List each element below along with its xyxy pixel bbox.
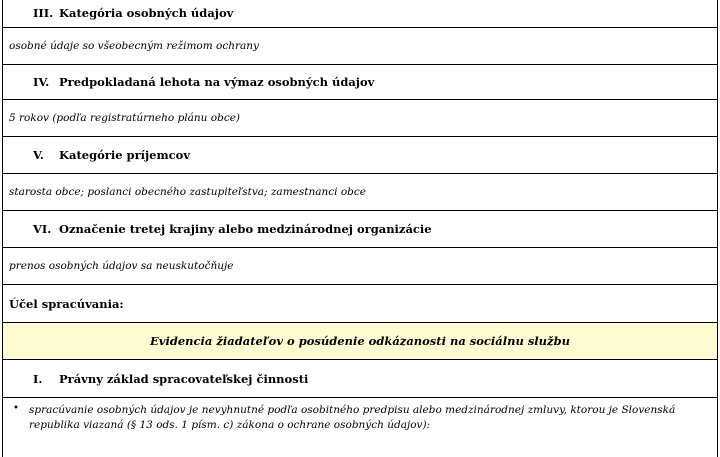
section-content xyxy=(3,99,717,136)
section-number: III. xyxy=(33,5,54,20)
section-heading xyxy=(3,0,717,27)
document-table xyxy=(2,0,718,457)
highlight-title: Evidencia žiadateľov o posúdenie odkázanosti na sociálnu službu xyxy=(150,334,570,348)
bullet-item xyxy=(3,397,717,457)
section-number: VI. xyxy=(33,222,52,236)
section-title: Kategórie príjemcov xyxy=(59,148,191,162)
bullet-text: spracúvanie osobných údajov je nevyhnutné podľa osobitného predpisu alebo medzinárodnej zmluvy, ktorou je Slovenská republika viazaná (§ 13 ods. 1 písm. c) zákona o ochrane osobných údajov): xyxy=(29,404,676,431)
section-content xyxy=(3,247,717,284)
section-number: IV. xyxy=(33,75,50,89)
purpose-label-row xyxy=(3,284,717,322)
section-heading xyxy=(3,64,717,99)
section-title: Označenie tretej krajiny alebo medzinárodnej organizácie xyxy=(59,222,432,236)
sections xyxy=(3,0,717,284)
section-content xyxy=(3,173,717,210)
legal-basis-heading xyxy=(3,359,717,397)
section-text: starosta obce; poslanci obecného zastupiteľstva; zamestnanci obce xyxy=(9,186,366,198)
section-number: V. xyxy=(33,148,44,162)
section-text: prenos osobných údajov sa neuskutočňuje xyxy=(9,260,234,272)
section-content xyxy=(3,27,717,64)
legal-basis-label: Právny základ spracovateľskej činnosti xyxy=(59,371,309,386)
section-text: osobné údaje so všeobecným režimom ochrany xyxy=(9,40,259,52)
purpose-label: Účel spracúvania: xyxy=(9,296,124,311)
legal-basis-number: I. xyxy=(33,371,43,386)
section-text: 5 rokov (podľa registratúrneho plánu obce) xyxy=(9,112,241,124)
section-heading xyxy=(3,210,717,247)
section-title: Kategória osobných údajov xyxy=(59,5,234,20)
section-heading xyxy=(3,136,717,173)
section-title: Predpokladaná lehota na výmaz osobných údajov xyxy=(59,75,375,89)
highlight-title-row xyxy=(3,322,717,359)
bullet-icon: • xyxy=(13,403,19,414)
